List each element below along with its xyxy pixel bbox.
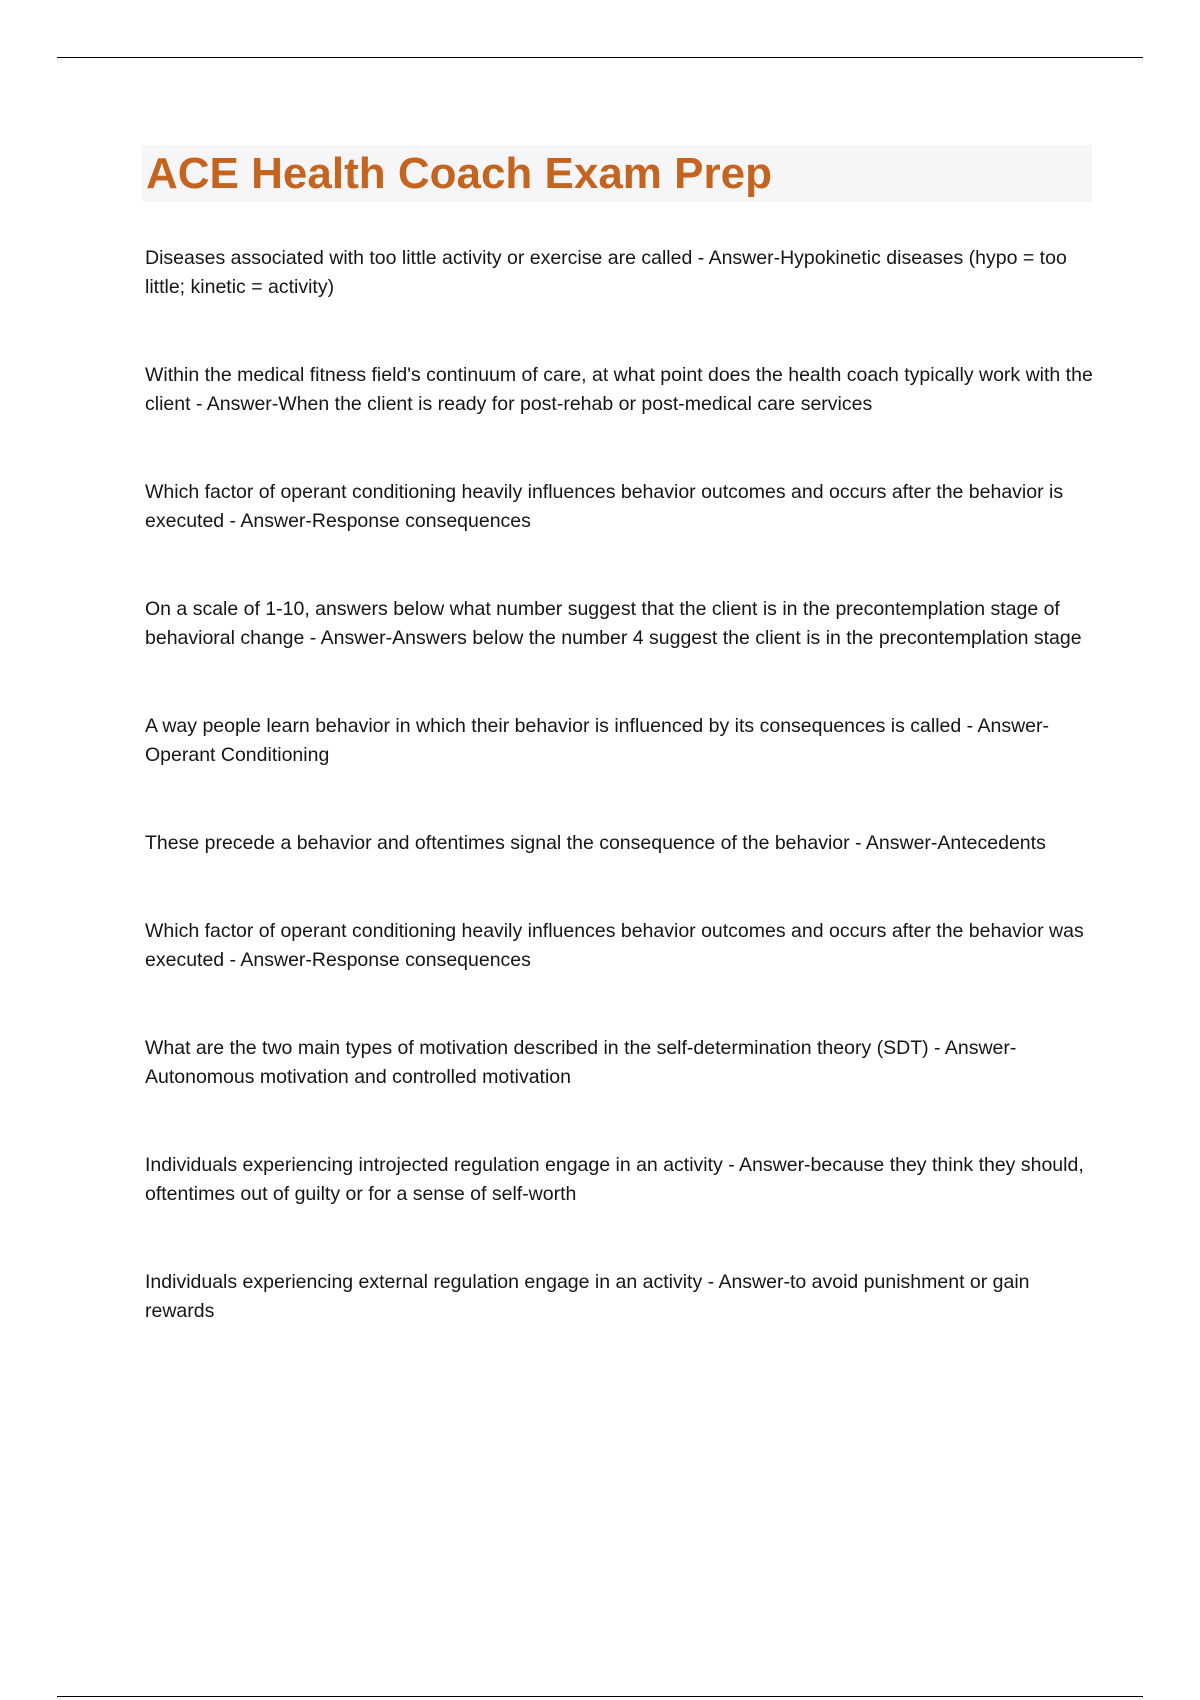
qa-text: Individuals experiencing introjected regulation engage in an activity - Answer-because they think they should, oftentimes out of guilty or for a sense of self-worth — [145, 1154, 1084, 1205]
qa-item-6 — [145, 829, 1095, 858]
qa-text: A way people learn behavior in which their behavior is influenced by its consequences is called - Answer-Operant Conditioning — [145, 715, 1049, 766]
qa-text: Which factor of operant conditioning heavily influences behavior outcomes and occurs after the behavior was executed - Answer-Response consequences — [145, 920, 1084, 971]
qa-list — [145, 244, 1095, 1385]
qa-item-10 — [145, 1268, 1095, 1326]
qa-text: On a scale of 1-10, answers below what number suggest that the client is in the precontemplation stage of behavioral change - Answer-Answers below the number 4 suggest the client is in the precontemplation stage — [145, 598, 1082, 649]
document-title: ACE Health Coach Exam Prep — [146, 149, 772, 198]
qa-item-5 — [145, 712, 1095, 770]
qa-item-4 — [145, 595, 1095, 653]
qa-text: Which factor of operant conditioning heavily influences behavior outcomes and occurs after the behavior is executed - Answer-Response consequences — [145, 481, 1064, 532]
qa-item-1 — [145, 244, 1095, 302]
qa-item-8 — [145, 1034, 1095, 1092]
qa-item-3 — [145, 478, 1095, 536]
qa-text: Diseases associated with too little activity or exercise are called - Answer-Hypokinetic diseases (hypo = too little; kinetic = activity) — [145, 247, 1067, 298]
qa-text: Individuals experiencing external regulation engage in an activity - Answer-to avoid punishment or gain rewards — [145, 1271, 1030, 1322]
title-band — [142, 145, 1092, 202]
header-rule — [57, 57, 1143, 58]
qa-item-2 — [145, 361, 1095, 419]
qa-text: Within the medical fitness field's continuum of care, at what point does the health coach typically work with the client - Answer-When the client is ready for post-rehab or post-medical care services — [145, 364, 1093, 415]
qa-item-7 — [145, 917, 1095, 975]
qa-text: These precede a behavior and oftentimes signal the consequence of the behavior - Answer-Antecedents — [145, 832, 1046, 854]
qa-item-9 — [145, 1151, 1095, 1209]
footer-rule — [57, 1696, 1143, 1697]
qa-text: What are the two main types of motivation described in the self-determination theory (SDT) - Answer-Autonomous motivation and controlled motivation — [145, 1037, 1017, 1088]
